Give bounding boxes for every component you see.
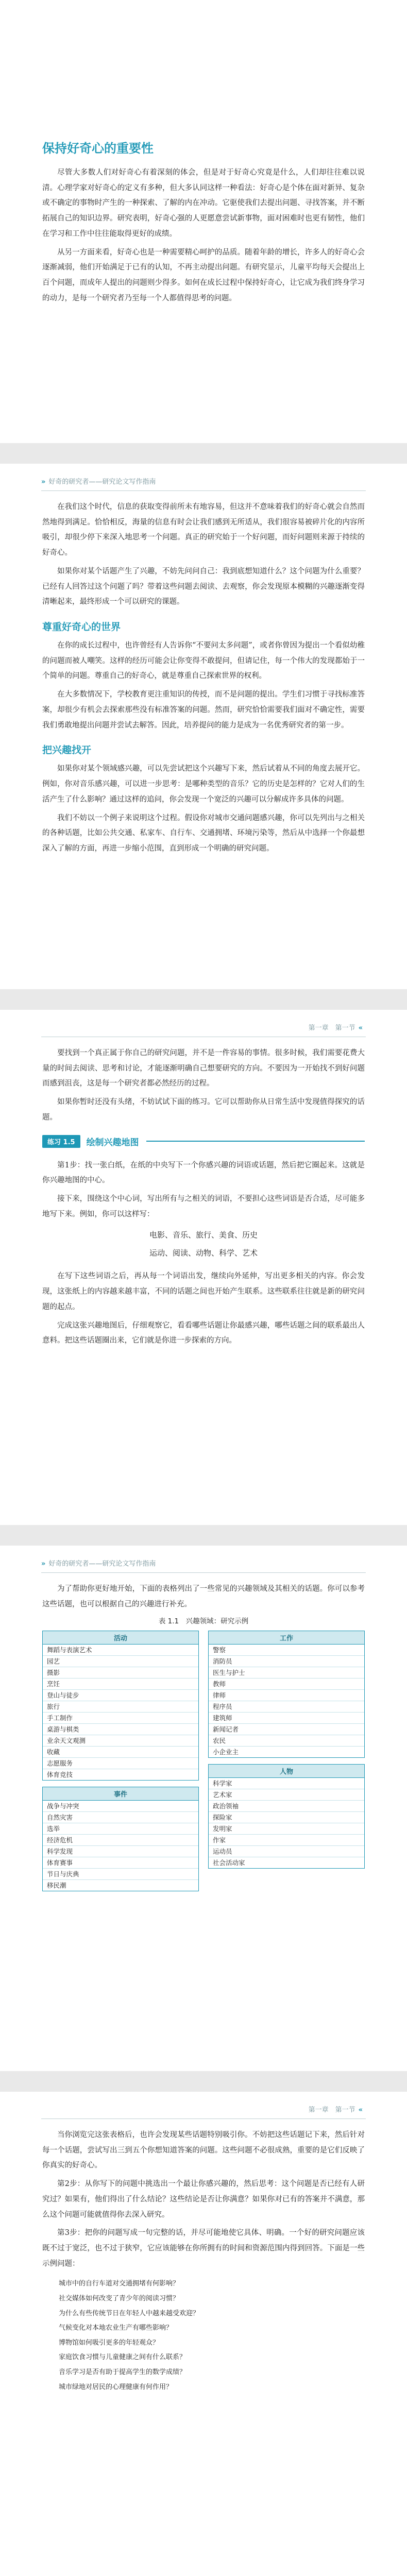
paragraph: 当你浏览完这张表格后，也许会发现某些话题特别吸引你。不妨把这些话题记下来，然后针对每一个话题，尝试写出三到五个你想知道答案的问题。这些问题不必很成熟，重要的是它们反映了你真实的好奇心。 [42, 2131, 365, 2170]
exercise-title: 绘制兴趣地图 [86, 1137, 139, 1148]
page-3 [0, 1010, 407, 1525]
table-row: 农民 [209, 1735, 364, 1747]
table-group-activities [42, 1631, 199, 1781]
table-row: 摄影 [43, 1667, 198, 1679]
running-header [41, 1558, 366, 1568]
page-1 [0, 0, 407, 443]
table-row: 社会活动家 [213, 1859, 245, 1867]
page-2 [0, 464, 407, 989]
question-list [42, 2277, 365, 2395]
paragraph: 如果你对某个话题产生了兴趣，不妨先问问自己：我到底想知道什么？这个问题为什么重要？已经有人回答过这个问题了吗？带着这些问题去阅读、去观察，你会发现原本模糊的兴趣逐渐变得清晰起来，最终形成一个可以研究的课题。 [42, 567, 365, 606]
table-row: 程序员 [209, 1701, 364, 1713]
paragraph: 尽管大多数人们对好奇心有着深刻的体会，但是对于好奇心究竟是什么，人们却往往难以说清。心理学家对好奇心的定义有多种，但大多认同这样一种看法：好奇心是个体在面对新异、复杂或不确定的事物时产生的一种探索、了解的内在冲动。它驱使我们去提出问题、寻找答案，并不断拓展自己的知识边界。研究表明，好奇心强的人更愿意尝试新事物，面对困难时也更有韧性，他们在学习和工作中往往能取得更好的成绩。 [42, 168, 365, 238]
table-row: 园艺 [43, 1656, 198, 1667]
table-row: 战争与冲突 [43, 1801, 198, 1812]
interest-table [42, 1631, 365, 1897]
table-row: 选举 [43, 1823, 198, 1835]
table-row: 自然灾害 [43, 1812, 198, 1823]
table-row: 体育竞技 [47, 1771, 73, 1779]
table-row: 运动员 [209, 1846, 364, 1857]
table-row: 登山与徒步 [43, 1690, 198, 1701]
table-row: 烹饪 [43, 1679, 198, 1690]
exercise-banner [42, 1135, 365, 1148]
table-row: 建筑师 [209, 1713, 364, 1724]
header-book-title: 好奇的研究者——研究论文写作指南 [48, 1560, 156, 1568]
header-rule [41, 1572, 366, 1573]
list-item: 音乐学习是否有助于提高学生的数学成绩？ [59, 2368, 186, 2377]
paragraph: 第2步：从你写下的问题中挑选出一个最让你感兴趣的，然后思考：这个问题是否已经有人研究过？如果有，他们得出了什么结论？这些结论是否让你满意？如果你对已有的答案并不满意，那么这个问题可能就值得你去深入研究。 [42, 2180, 365, 2219]
list-item: 气候变化对本地农业生产有哪些影响？ [59, 2324, 173, 2332]
table-row: 移民潮 [47, 1882, 66, 1890]
table-row: 政治领袖 [209, 1801, 364, 1812]
table-row: 桌游与棋类 [43, 1724, 198, 1735]
header-book-title: 好奇的研究者——研究论文写作指南 [48, 478, 156, 486]
page-5 [0, 2092, 407, 2576]
header-mark-icon: » [41, 1560, 46, 1568]
paragraph: 如果你暂时还没有头绪，不妨试试下面的练习。它可以帮助你从日常生活中发现值得探究的话题。 [42, 1098, 365, 1122]
paragraph: 要找到一个真正属于你自己的研究问题，并不是一件容易的事情。很多时候，我们需要花费大量的时间去阅读、思考和讨论，才能逐渐明确自己想要研究的方向。不要因为一开始找不到好问题而感到沮丧，这是每一个研究者都必然经历的过程。 [42, 1049, 365, 1088]
table-row: 业余天文观测 [43, 1735, 198, 1747]
header-chapter: 第一章 第一节 [308, 2106, 355, 2114]
header-rule [41, 490, 366, 491]
table-row: 收藏 [43, 1747, 198, 1758]
paragraph: 从另一方面来看，好奇心也是一种需要精心呵护的品质。随着年龄的增长，许多人的好奇心会逐渐减弱，他们开始满足于已有的认知，不再主动提出问题。有研究显示，儿童平均每天会提出上百个问题，而成年人提出的问题则少得多。如何在成长过程中保持好奇心，让它成为我们终身学习的动力，是每一个研究者乃至每一个人都值得思考的问题。 [42, 248, 365, 302]
running-header [41, 476, 366, 486]
table-row: 志愿服务 [43, 1758, 198, 1769]
word-list [42, 1226, 365, 1262]
paragraph: 在大多数情况下，学校教育更注重知识的传授，而不是问题的提出。学生们习惯于寻找标准答案，却很少有机会去探索那些没有标准答案的问题。然而，研究恰恰需要我们面对不确定性，需要我们勇敢地提出问题并尝试去解答。因此，培养提问的能力是成为一名优秀研究者的第一步。 [42, 690, 365, 730]
table-row: 律师 [209, 1690, 364, 1701]
paragraph: 在你的成长过程中，也许曾经有人告诉你“不要问太多问题”，或者你曾因为提出一个看似幼稚的问题而被人嘲笑。这样的经历可能会让你变得不敢提问，但请记住，每一个伟大的发现都始于一个简单的问题。尊重自己的好奇心，就是尊重自己探索世界的权利。 [42, 641, 365, 681]
table-row: 警察 [209, 1645, 364, 1656]
list-item: 城市绿地对居民的心理健康有何作用？ [59, 2383, 173, 2391]
table-row: 小企业主 [213, 1748, 239, 1756]
paragraph: 完成这张兴趣地图后，仔细观察它，看看哪些话题让你最感兴趣，哪些话题之间的联系最出人意料。把这些话题圈出来，它们就是你进一步探索的方向。 [42, 1321, 365, 1345]
table-row: 手工制作 [43, 1713, 198, 1724]
header-mark-icon: « [358, 1024, 363, 1032]
table-group-title: 工作 [209, 1631, 364, 1645]
table-row: 作家 [209, 1835, 364, 1846]
table-caption: 表 1.1 兴趣领域：研究示例 [158, 1617, 249, 1626]
table-group-people [208, 1764, 365, 1869]
table-row: 新闻记者 [209, 1724, 364, 1735]
table-row: 教师 [209, 1679, 364, 1690]
list-item: 家庭饮食习惯与儿童健康之间有什么联系？ [59, 2353, 186, 2362]
header-chapter: 第一章 第一节 [308, 1024, 355, 1032]
running-header [41, 1022, 366, 1032]
table-row: 节日与庆典 [43, 1869, 198, 1880]
word-list-line: 电影、音乐、旅行、美食、历史 [149, 1230, 258, 1240]
table-row: 发明家 [209, 1823, 364, 1835]
paragraph: 接下来，围绕这个中心词，写出所有与之相关的词语，不要担心这些词语是否合适，尽可能多地写下来。例如，你可以这样写： [42, 1195, 365, 1218]
list-item: 社交媒体如何改变了青少年的阅读习惯？ [59, 2295, 180, 2303]
table-row: 科学家 [209, 1778, 364, 1789]
exercise-rule [146, 1141, 365, 1142]
paragraph: 为了帮助你更好地开始，下面的表格列出了一些常见的兴趣领域及其相关的话题。你可以参考这些话题，也可以根据自己的兴趣进行补充。 [42, 1585, 365, 1608]
table-group-title: 活动 [43, 1631, 198, 1645]
paragraph: 第3步：把你的问题写成一句完整的话，并尽可能地使它具体、明确。一个好的研究问题应该既不过于宽泛，也不过于狭窄，它应该能够在你所拥有的时间和资源范围内得到回答。下面是一些示例问题： [42, 2229, 365, 2268]
table-row: 舞蹈与表演艺术 [43, 1645, 198, 1656]
list-item: 城市中的自行车道对交通拥堵有何影响？ [59, 2280, 180, 2288]
paragraph: 第1步：找一张白纸，在纸的中央写下一个你感兴趣的词语或话题，然后把它圈起来。这就是你兴趣地图的中心。 [42, 1161, 365, 1185]
table-column-left [42, 1631, 199, 1897]
exercise-tag: 练习 1.5 [42, 1135, 80, 1148]
table-group-jobs [208, 1631, 365, 1758]
table-row: 艺术家 [209, 1789, 364, 1801]
table-row: 探险家 [209, 1812, 364, 1823]
table-row: 医生与护士 [209, 1667, 364, 1679]
table-group-title: 事件 [43, 1787, 198, 1801]
table-row: 科学发现 [43, 1846, 198, 1857]
header-mark-icon: » [41, 478, 46, 486]
running-header [41, 2104, 366, 2114]
table-row: 消防员 [209, 1656, 364, 1667]
subheading: 尊重好奇心的世界 [42, 621, 121, 633]
paragraph: 我们不妨以一个例子来说明这个过程。假设你对城市交通问题感兴趣，你可以先列出与之相关的各种话题，比如公共交通、私家车、自行车、交通拥堵、环境污染等，然后从中选择一个你最想深入了解的方面，再进一步缩小范围，直到形成一个明确的研究问题。 [42, 814, 365, 853]
section-heading: 保持好奇心的重要性 [42, 141, 154, 156]
word-list-line: 运动、阅读、动物、科学、艺术 [149, 1248, 258, 1258]
list-item: 博物馆如何吸引更多的年轻观众？ [59, 2338, 160, 2347]
list-item: 为什么有些传统节日在年轻人中越来越受欢迎？ [59, 2309, 200, 2317]
paragraph: 在写下这些词语之后，再从每一个词语出发，继续向外延伸，写出更多相关的内容。你会发现，这张纸上的内容越来越丰富，不同的话题之间也开始产生联系。这些联系往往就是新的研究问题的起点。 [42, 1272, 365, 1311]
header-mark-icon: « [358, 2106, 363, 2114]
page-4 [0, 1546, 407, 2071]
table-row: 经济危机 [43, 1835, 198, 1846]
table-group-events [42, 1787, 199, 1891]
table-group-title: 人物 [209, 1765, 364, 1778]
paragraph: 如果你对某个领域感兴趣，可以先尝试把这个兴趣写下来，然后试着从不同的角度去展开它。例如，你对音乐感兴趣，可以进一步思考：是哪种类型的音乐？它的历史是怎样的？它对人们的生活产生了什么影响？通过这样的追问，你会发现一个宽泛的兴趣可以分解成许多具体的问题。 [42, 765, 365, 804]
table-row: 体育赛事 [43, 1857, 198, 1869]
subheading: 把兴趣找开 [42, 744, 92, 756]
table-row: 旅行 [43, 1701, 198, 1713]
table-column-right [208, 1631, 365, 1897]
paragraph: 在我们这个时代，信息的获取变得前所未有地容易，但这并不意味着我们的好奇心就会自然而然地得到满足。恰恰相反，海量的信息有时会让我们感到无所适从，我们很容易被碎片化的内容所吸引，却很少停下来深入地思考一个问题。真正的研究始于一个好问题，而好问题则来源于持续的好奇心。 [42, 503, 365, 557]
